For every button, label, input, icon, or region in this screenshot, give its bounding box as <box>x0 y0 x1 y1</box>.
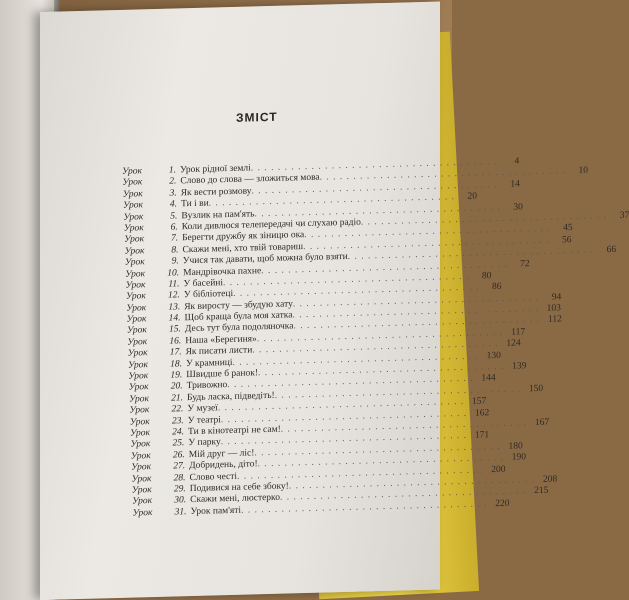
toc-entry-label: Урок <box>128 371 149 382</box>
toc-entry-title: Урок рідної землі <box>180 163 251 176</box>
page-title: ЗМІСТ <box>236 109 278 125</box>
toc-entry-title: Щоб краща була моя хатка <box>184 310 293 324</box>
toc-entry-number: 30. <box>174 495 187 506</box>
toc-entry-label: Урок <box>125 280 146 291</box>
toc-entry-label: Урок <box>123 200 144 211</box>
toc-entry-number: 22. <box>171 404 184 415</box>
table-of-contents <box>122 156 629 520</box>
toc-entry-title: У крамниці <box>185 357 233 369</box>
toc-entry-label: Урок <box>123 223 144 234</box>
toc-entry-title: Подивися на себе збоку! <box>189 481 289 495</box>
toc-entry-label: Урок <box>122 166 142 177</box>
toc-entry-label: Урок <box>131 473 152 485</box>
toc-entry-number: 17. <box>169 347 182 358</box>
toc-entry-label: Урок <box>125 268 146 280</box>
toc-entry-title: Учися так давати, щоб можна було взяти <box>182 252 348 267</box>
toc-entry-number: 20. <box>170 381 183 392</box>
toc-entry-page: 30 <box>513 201 523 213</box>
toc-entry-label: Урок <box>130 428 151 439</box>
toc-entry-page: 103 <box>546 303 561 314</box>
toc-entry-page: 139 <box>512 361 527 372</box>
toc-entry-label: Урок <box>125 291 146 303</box>
toc-entry-label: Урок <box>129 405 150 416</box>
toc-entry-label: Урок <box>122 177 143 189</box>
toc-entry-page: 130 <box>486 350 501 361</box>
toc-entry-title: Наша «Берегиня» <box>185 334 257 347</box>
toc-entry-number: 31. <box>174 506 187 518</box>
toc-entry-label: Урок <box>130 439 151 451</box>
toc-entry-title: У бібліотеці <box>183 289 234 301</box>
toc-entry-number: 16. <box>169 336 182 347</box>
toc-entry-label: Урок <box>132 507 153 519</box>
toc-entry-title: Десь тут була подоляночка <box>184 321 294 335</box>
toc-entry-page: 144 <box>481 373 496 384</box>
toc-entry-page: 37 <box>619 210 629 221</box>
toc-entry-page: 167 <box>534 417 550 429</box>
toc-entry-title: Мій друг — ліс! <box>188 448 255 460</box>
toc-entry-page: 200 <box>491 464 506 475</box>
toc-entry-page: 124 <box>506 338 521 350</box>
toc-entry-number: 1. <box>168 165 176 176</box>
toc-entry-page: 66 <box>606 245 617 256</box>
toc-entry-label: Урок <box>123 211 144 223</box>
toc-entry-number: 12. <box>167 290 180 301</box>
toc-entry-title: У музеї <box>187 403 218 415</box>
toc-entry-title: Мандрівочка пахне <box>183 265 262 278</box>
toc-entry-title: Скажи мені, люстерко <box>190 493 280 506</box>
toc-entry-title: Швидше б ранок! <box>186 368 258 381</box>
toc-entry-number: 11. <box>168 279 180 290</box>
toc-entry-label: Урок <box>124 257 145 268</box>
toc-entry-page: 94 <box>551 292 562 303</box>
toc-entry-title: Будь ласка, підведіть! <box>187 390 275 403</box>
toc-entry-label: Урок <box>122 189 143 200</box>
toc-entry-number: 10. <box>167 267 180 279</box>
toc-entry-title: Урок пам'яті <box>190 505 242 517</box>
toc-entry-number: 18. <box>170 358 182 370</box>
toc-entry-number: 14. <box>168 313 181 324</box>
toc-entry-number: 25. <box>172 438 185 449</box>
toc-entry-number: 27. <box>173 461 186 472</box>
toc-entry-number: 21. <box>171 393 183 404</box>
toc-entry-number: 4. <box>169 199 178 210</box>
toc-entry-number: 7. <box>170 233 179 244</box>
toc-entry-title: Ти і ви <box>181 198 209 210</box>
toc-entry-number: 28. <box>173 472 186 484</box>
toc-entry-title: Як виросту — збудую хату <box>184 299 293 312</box>
toc-entry-page: 4 <box>514 156 520 167</box>
toc-entry-page: 112 <box>547 314 562 326</box>
toc-entry-label: Урок <box>129 393 149 405</box>
toc-entry-label: Урок <box>126 302 147 314</box>
toc-entry-number: 2. <box>169 176 177 188</box>
toc-entry-number: 3. <box>169 188 177 199</box>
toc-entry-title: Ти в кінотеатрі не сам! <box>188 424 281 438</box>
toc-entry-label: Урок <box>127 359 148 371</box>
toc-entry-label: Урок <box>129 416 150 428</box>
toc-entry-title: Коли дивлюся телепередачі чи слухаю радіо <box>181 217 361 233</box>
toc-entry-title: Слово честі <box>189 471 238 483</box>
toc-entry-number: 24. <box>172 427 185 438</box>
toc-entry-title: Тривожно <box>186 380 228 392</box>
toc-entry-number: 19. <box>170 370 183 381</box>
toc-entry-title: Вузлик на пам'ять <box>181 208 255 221</box>
toc-entry-number: 26. <box>172 449 185 461</box>
toc-entry-number: 5. <box>170 210 178 222</box>
toc-entry-number: 6. <box>170 222 178 233</box>
toc-entry-page: 45 <box>563 223 573 234</box>
toc-entry-page: 10 <box>578 166 589 177</box>
toc-entry-page: 180 <box>508 441 523 452</box>
toc-entry-title: Як вести розмову <box>180 186 252 199</box>
toc-entry-page: 171 <box>474 430 490 441</box>
toc-entry-title: У парку <box>188 437 221 449</box>
toc-entry-title: Добридень, діто! <box>189 459 258 472</box>
toc-entry-label: Урок <box>127 337 148 348</box>
toc-entry-title: Берегти дружбу як зіницю ока <box>182 230 305 244</box>
toc-entry-title: У театрі <box>187 414 221 426</box>
toc-entry-page: 157 <box>471 396 487 407</box>
toc-entry-label: Урок <box>131 462 152 473</box>
toc-entry-page: 20 <box>467 191 478 202</box>
toc-entry-title: Скажи мені, хто твій товариш <box>182 241 304 256</box>
toc-entry-label: Урок <box>124 234 145 246</box>
toc-entry-page: 72 <box>520 258 530 269</box>
toc-entry-label: Урок <box>126 314 147 325</box>
toc-entry-page: 14 <box>510 179 520 190</box>
toc-entry-page: 150 <box>528 383 544 395</box>
toc-entry-number: 29. <box>173 484 186 495</box>
toc-entry-title: Як писати листи <box>185 345 253 358</box>
toc-entry-page: 190 <box>511 452 526 463</box>
toc-entry-label: Урок <box>132 496 153 507</box>
toc-entry-label: Урок <box>128 382 149 394</box>
toc-entry-label: Урок <box>127 348 148 359</box>
toc-entry-page: 56 <box>561 234 572 246</box>
toc-entry-label: Урок <box>126 325 147 337</box>
toc-entry-number: 9. <box>171 256 179 267</box>
toc-entry-title: У басейні <box>183 278 224 290</box>
toc-entry-page: 117 <box>511 327 526 338</box>
toc-entry-page: 80 <box>481 271 492 282</box>
toc-entry-title: Слово до слова — зложиться мова <box>180 173 320 187</box>
toc-entry-page: 220 <box>495 498 510 509</box>
toc-entry-number: 8. <box>171 245 179 256</box>
toc-entry-number: 15. <box>169 324 181 336</box>
book-page <box>40 2 629 600</box>
toc-entry-number: 13. <box>168 302 181 313</box>
toc-entry-page: 208 <box>542 474 558 485</box>
toc-entry-label: Урок <box>130 450 151 462</box>
toc-entry-page: 215 <box>534 486 549 497</box>
toc-entry-page: 162 <box>475 407 490 419</box>
toc-entry-page: 86 <box>492 282 502 293</box>
toc-entry-label: Урок <box>131 485 152 496</box>
toc-entry-number: 23. <box>171 415 184 427</box>
toc-entry-label: Урок <box>124 246 145 257</box>
